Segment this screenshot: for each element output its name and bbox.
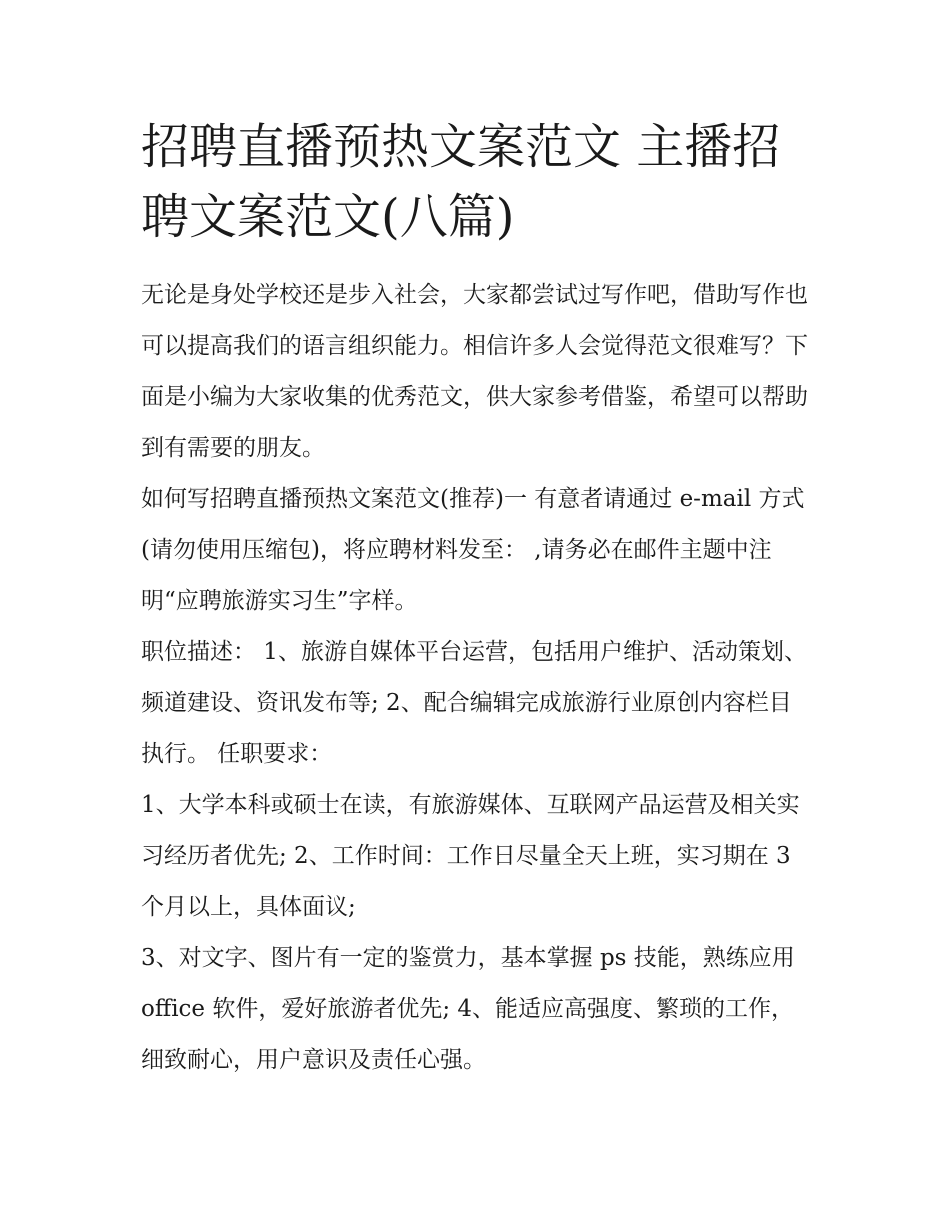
paragraph-requirements-1: 1、大学本科或硕士在读，有旅游媒体、互联网产品运营及相关实习经历者优先; 2、工作时间：工作日尽量全天上班，实习期在 3 个月以上，具体面议; [141, 792, 800, 920]
document-page [141, 112, 813, 1086]
paragraph-intro: 无论是身处学校还是步入社会，大家都尝试过写作吧，借助写作也可以提高我们的语言组织能力。相信许多人会觉得范文很难写？下面是小编为大家收集的优秀范文，供大家参考借鉴，希望可以帮助到有需要的朋友。 [141, 282, 808, 461]
document-title: 招聘直播预热文案范文 主播招聘文案范文(八篇) [141, 119, 781, 245]
paragraph-requirements-2: 3、对文字、图片有一定的鉴赏力，基本掌握 ps 技能，熟练应用 office 软件，爱好旅游者优先; 4、能适应高强度、繁琐的工作，细致耐心，用户意识及责任心强。 [141, 945, 795, 1073]
paragraph-application: 如何写招聘直播预热文案范文(推荐)一 有意者请通过 e-mail 方式(请勿使用压缩包)，将应聘材料发至： ,请务必在邮件主题中注明“应聘旅游实习生”字样。 [141, 486, 805, 614]
paragraph-job-description: 职位描述： 1、旅游自媒体平台运营，包括用户维护、活动策划、频道建设、资讯发布等; 2、配合编辑完成旅游行业原创内容栏目执行。 任职要求： [141, 639, 807, 767]
